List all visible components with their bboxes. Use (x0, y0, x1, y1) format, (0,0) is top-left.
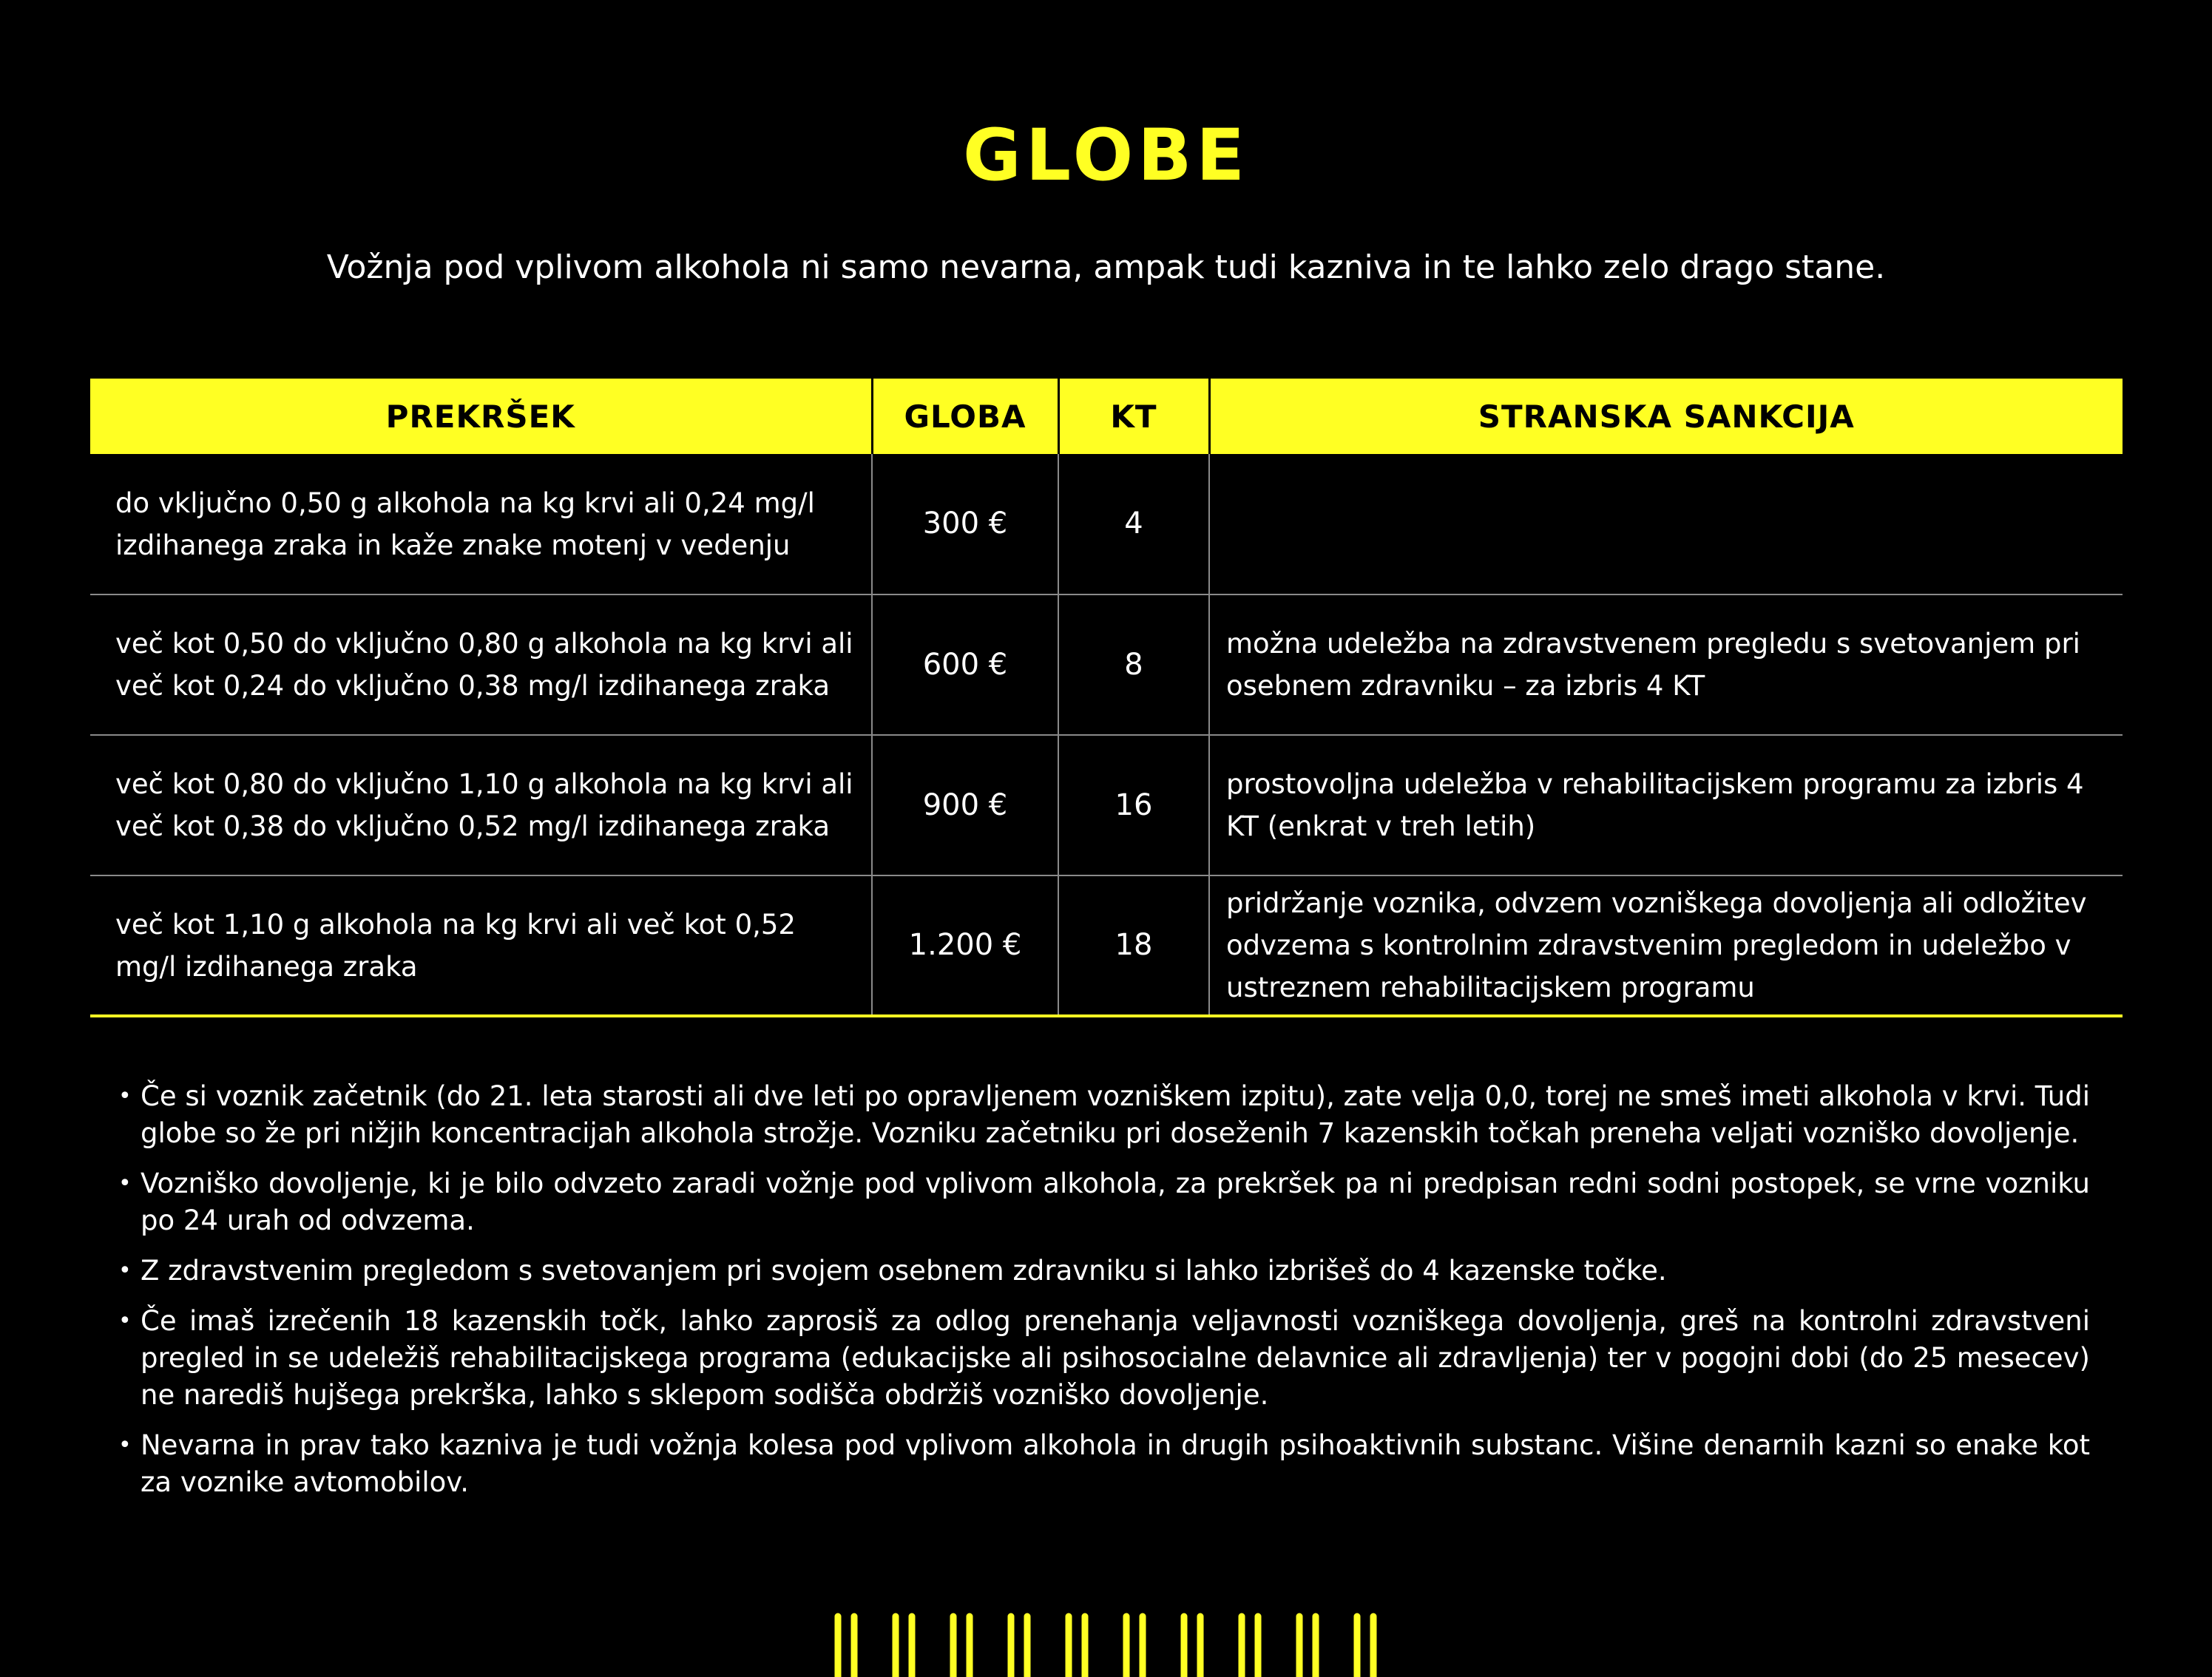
fine-cell: 1.200 € (872, 875, 1058, 1016)
sanction-cell (1209, 454, 2123, 594)
sanction-cell: pridržanje voznika, odvzem vozniškega dovoljenja ali odložitev odvzema s kontrolnim zdravstvenim pregledom in udeležbo v ustreznem rehabilitacijskem programu (1209, 875, 2123, 1016)
note-text: Z zdravstvenim pregledom s svetovanjem pri svojem osebnem zdravniku si lahko izbrišeš do 4 kazenske točke. (141, 1255, 1667, 1287)
table-row (90, 454, 2123, 594)
header-offense: PREKRŠEK (90, 379, 872, 454)
table-row (90, 875, 2123, 1016)
note-text: Vozniško dovoljenje, ki je bilo odvzeto zaradi vožnje pod vplivom alkohola, za prekršek pa ni predpisan redni sodni postopek, se vrne vozniku po 24 urah od odvzema. (141, 1168, 2090, 1236)
notes-list (118, 1078, 2090, 1514)
fine-cell: 900 € (872, 735, 1058, 875)
header-sanction: STRANSKA SANKCIJA (1209, 379, 2123, 454)
list-item (118, 1165, 2090, 1239)
fine-cell: 600 € (872, 594, 1058, 735)
header-fine: GLOBA (872, 379, 1058, 454)
note-text: Če si voznik začetnik (do 21. leta starosti ali dve leti po opravljenem vozniškem izpitu), zate velja 0,0, torej ne smeš imeti alkohola v krvi. Tudi globe so že pri nižjih koncentracijah alkohola strožje. Vozniku začetniku pri doseženih 7 kazenskih točkah preneha veljati vozniško dovoljenje. (141, 1080, 2090, 1149)
offense-cell: do vključno 0,50 g alkohola na kg krvi ali 0,24 mg/l izdihanega zraka in kaže znake motenj v vedenju (90, 454, 872, 594)
kt-cell: 4 (1058, 454, 1209, 594)
list-item (118, 1427, 2090, 1501)
header-kt: KT (1058, 379, 1209, 454)
bullet: • (118, 1170, 132, 1196)
fine-cell: 300 € (872, 454, 1058, 594)
bullet: • (118, 1258, 132, 1284)
yellow-stripes-icon (832, 1612, 1379, 1677)
page-subtitle: Vožnja pod vplivom alkohola ni samo nevarna, ampak tudi kazniva in te lahko zelo drago stane. (326, 248, 1886, 286)
bullet: • (118, 1308, 132, 1334)
note-text: Če imaš izrečenih 18 kazenskih točk, lahko zaprosiš za odlog prenehanja veljavnosti vozniškega dovoljenja, greš na kontrolni zdravstveni pregled in se udeležiš rehabilitacijskega programa (edukacijske ali psihosocialne delavnice ali zdravljenja) ter v pogojni dobi (do 25 mesecev) ne narediš hujšega prekrška, lahko s sklepom sodišča obdržiš vozniško dovoljenje. (141, 1305, 2090, 1411)
table-row (90, 735, 2123, 875)
bullet: • (118, 1083, 132, 1109)
list-item (118, 1078, 2090, 1152)
offense-cell: več kot 0,50 do vključno 0,80 g alkohola na kg krvi ali več kot 0,24 do vključno 0,38 mg/l izdihanega zraka (90, 594, 872, 735)
note-text: Nevarna in prav tako kazniva je tudi vožnja kolesa pod vplivom alkohola in drugih psihoaktivnih substanc. Višine denarnih kazni so enake kot za voznike avtomobilov. (141, 1429, 2090, 1498)
kt-cell: 8 (1058, 594, 1209, 735)
sanction-cell: možna udeležba na zdravstvenem pregledu s svetovanjem pri osebnem zdravniku – za izbris 4 KT (1209, 594, 2123, 735)
kt-cell: 18 (1058, 875, 1209, 1016)
fines-table (90, 379, 2123, 1017)
sanction-cell: prostovoljna udeležba v rehabilitacijskem programu za izbris 4 KT (enkrat v treh letih) (1209, 735, 2123, 875)
kt-cell: 16 (1058, 735, 1209, 875)
list-item (118, 1253, 2090, 1290)
list-item (118, 1303, 2090, 1414)
page-title: GLOBE (963, 114, 1249, 197)
table-row (90, 594, 2123, 735)
table-header-row (90, 379, 2123, 454)
offense-cell: več kot 0,80 do vključno 1,10 g alkohola na kg krvi ali več kot 0,38 do vključno 0,52 mg/l izdihanega zraka (90, 735, 872, 875)
bullet: • (118, 1432, 132, 1458)
offense-cell: več kot 1,10 g alkohola na kg krvi ali več kot 0,52 mg/l izdihanega zraka (90, 875, 872, 1016)
